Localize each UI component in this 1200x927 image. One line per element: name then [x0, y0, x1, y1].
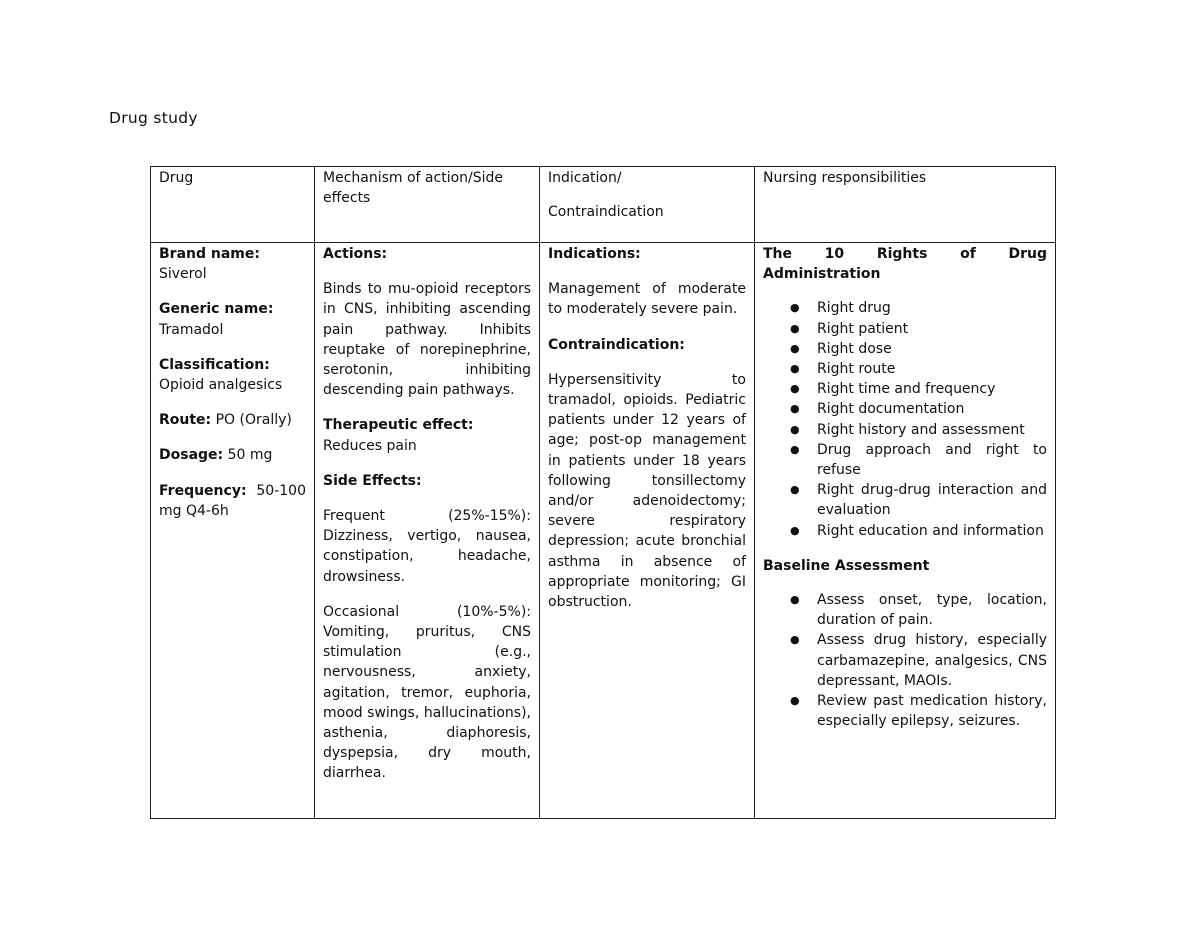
baseline-heading: Baseline Assessment: [763, 557, 930, 574]
nursing-cell: [755, 243, 1056, 819]
therapeutic-effect-label: Therapeutic effect:: [323, 417, 474, 434]
occasional-side-effects: Occasional (10%-5%): Vomiting, pruritus, CNS stimulation (e.g., nervousness, anxiety, agitation, tremor, euphoria, mood swings, hallucinations), asthenia, diaphoresis, dyspepsia, dry mouth, diarrhea.: [323, 603, 531, 782]
header-contraindication-label: Contraindication: [548, 204, 664, 221]
rights-heading: The 10 Rights of Drug Administration: [763, 246, 1047, 283]
drug-cell: [151, 243, 315, 819]
list-item: ● Assess drug history, especially carbamazepine, analgesics, CNS depressant, MAOIs.: [790, 632, 1047, 689]
brand-name-value: Siverol: [159, 266, 207, 283]
bullet-icon: ●: [790, 483, 800, 497]
bullet-icon: ●: [790, 523, 800, 537]
list-item: ● Drug approach and right to refuse: [790, 441, 1047, 479]
frequency-field: [159, 481, 306, 521]
therapeutic-effect-text: Reduces pain: [323, 437, 417, 454]
generic-name-label: Generic name:: [159, 301, 274, 318]
list-item: ● Assess onset, type, location, duration of pain.: [790, 592, 1047, 629]
bullet-icon: ●: [790, 301, 800, 315]
header-nursing: [755, 167, 1056, 243]
list-item: ● Review past medication history, especially epilepsy, seizures.: [790, 693, 1047, 730]
frequency-value: 50-100 mg Q4-6h: [159, 482, 306, 519]
brand-name-label: Brand name:: [159, 246, 260, 262]
bullet-icon: ●: [790, 382, 800, 396]
header-mechanism: [315, 167, 540, 243]
indications-label: Indications:: [548, 246, 641, 262]
frequent-side-effects: Frequent (25%-15%): Dizziness, vertigo, nausea, constipation, headache, drowsiness.: [323, 508, 531, 585]
content-row: [151, 243, 1056, 819]
classification-field: [159, 355, 306, 395]
brand-name-field: [159, 244, 306, 284]
route-label: Route:: [159, 412, 212, 429]
indications-text: Management of moderate to moderately severe pain.: [548, 281, 746, 318]
list-item: ● Right drug: [817, 298, 1047, 318]
actions-label: Actions:: [323, 246, 388, 262]
therapeutic-effect-field: [323, 415, 531, 435]
list-item: ● Right education and information: [817, 521, 1047, 541]
classification-label: Classification:: [159, 356, 270, 373]
bullet-icon: ●: [790, 442, 800, 456]
contraindication-text: Hypersensitivity to tramadol, opioids. Pediatric patients under 12 years of age; post-op management in patients under 18 years following tonsillectomy and/or adenoidectomy; severe respiratory depression; acute bronchial asthma in absence of appropriate monitoring; GI obstruction.: [548, 371, 746, 611]
actions-text: Binds to mu-opioid receptors in CNS, inhibiting ascending pain pathway. Inhibits reuptake of norepinephrine, serotonin, inhibiting descending pain pathways.: [323, 281, 531, 399]
frequency-label: Frequency:: [159, 482, 247, 499]
header-drug: [151, 167, 315, 243]
list-item: ● Right patient: [817, 319, 1047, 339]
bullet-icon: ●: [790, 362, 800, 376]
header-nursing-label: Nursing responsibilities: [763, 170, 927, 186]
dosage-field: [159, 445, 306, 465]
route-field: [159, 410, 306, 430]
dosage-label: Dosage:: [159, 447, 224, 464]
bullet-icon: ●: [790, 422, 800, 436]
contraindication-label: Contraindication:: [548, 336, 685, 353]
header-indication: [540, 167, 755, 243]
header-row: [151, 167, 1056, 243]
drug-study-table: [150, 166, 1056, 819]
route-value: PO (Orally): [211, 412, 292, 429]
bullet-icon: ●: [790, 694, 800, 708]
rights-list: [763, 298, 1047, 540]
classification-value: Opioid analgesics: [159, 377, 283, 394]
header-mechanism-label: Mechanism of action/Side effects: [323, 170, 504, 207]
document-title: Drug study: [109, 109, 198, 127]
mechanism-cell: [315, 243, 540, 819]
bullet-icon: ●: [790, 633, 800, 647]
baseline-list: [763, 590, 1047, 731]
list-item: ● Right history and assessment: [817, 420, 1047, 440]
dosage-value: 50 mg: [223, 447, 273, 464]
list-item: ● Right dose: [817, 339, 1047, 359]
header-indication-label: Indication/: [548, 170, 622, 186]
generic-name-value: Tramadol: [159, 321, 224, 338]
generic-name-field: [159, 299, 306, 339]
list-item: ● Right drug-drug interaction and evaluation: [790, 482, 1047, 519]
bullet-icon: ●: [790, 593, 800, 607]
bullet-icon: ●: [790, 321, 800, 335]
header-drug-label: Drug: [159, 170, 194, 186]
list-item: ● Right time and frequency: [817, 379, 1047, 399]
bullet-icon: ●: [790, 341, 800, 355]
list-item: ● Right documentation: [817, 399, 1047, 419]
bullet-icon: ●: [790, 402, 800, 416]
side-effects-label: Side Effects:: [323, 472, 422, 489]
list-item: ● Right route: [817, 359, 1047, 379]
indication-cell: [540, 243, 755, 819]
